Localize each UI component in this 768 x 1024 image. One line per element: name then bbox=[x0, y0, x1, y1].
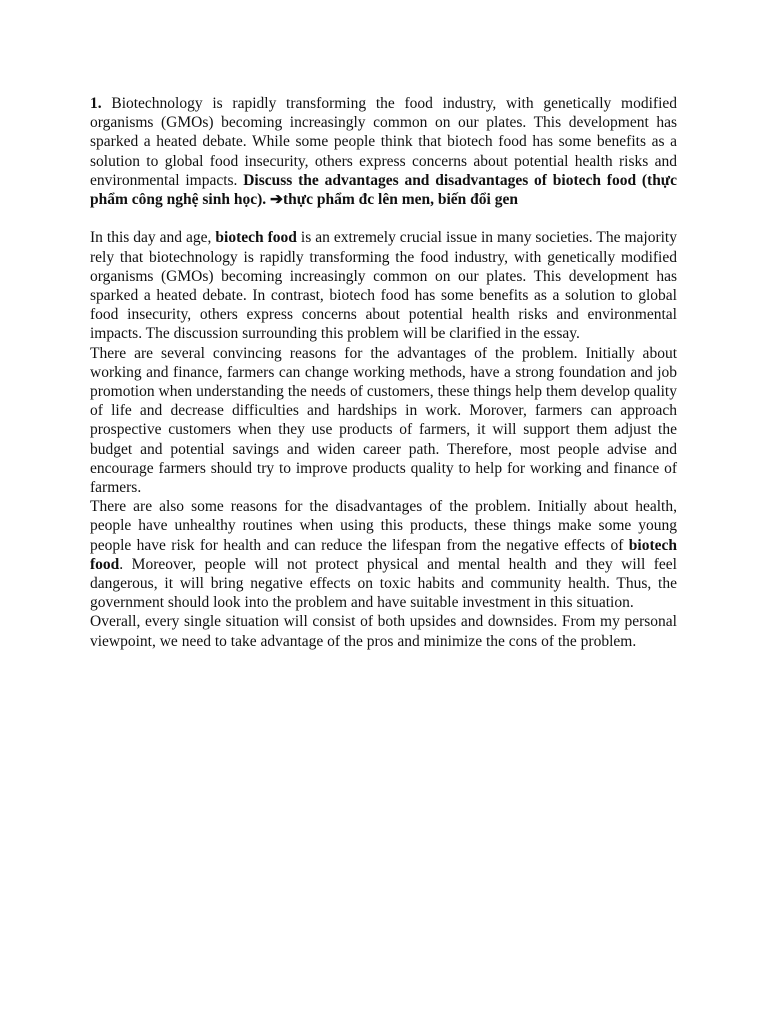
question-task: Discuss the advantages and disadvantages of biotech food (thực phẩm công nghệ sinh học). bbox=[90, 171, 677, 209]
disadvantages-keyword: biotech food bbox=[90, 536, 677, 573]
conclusion-paragraph: Overall, every single situation will consist of both upsides and downsides. From my personal viewpoint, we need to take advantage of the pros and minimize the cons of the problem. bbox=[90, 613, 677, 650]
disadvantages-paragraph bbox=[90, 497, 677, 612]
intro-keyword: biotech food bbox=[215, 229, 297, 247]
intro-text-end: is an extremely crucial issue in many societies. The majority rely that biotechnology is rapidly transforming the food industry, with genetically modified organisms (GMOs) becoming increasingly common on our plates. This development has sparked a heated debate. In contrast, biotech food has some benefits as a solution to global food insecurity, others express concerns about potential health risks and environmental impacts. The discussion surrounding this problem will be clarified in the essay. bbox=[90, 229, 677, 343]
arrow-icon: ➔ bbox=[270, 191, 284, 209]
intro-text-start: In this day and age, bbox=[90, 229, 216, 247]
disadvantages-text-end: . Moreover, people will not protect physical and mental health and they will feel dangerous, it will bring negative effects on toxic habits and community health. Thus, the government should look into the problem and have suitable investment in this situation. bbox=[90, 555, 677, 612]
question-number: 1. bbox=[90, 95, 102, 112]
document-page bbox=[90, 94, 677, 651]
paragraph-spacer bbox=[90, 209, 677, 228]
question-text: Biotechnology is rapidly transforming the food industry, with genetically modified organisms (GMOs) becoming increasingly common on our plates. This development has sparked a heated debate. While some people think that biotech food has some benefits as a solution to global food insecurity, others express concerns about potential health risks and environmental impacts. bbox=[90, 95, 677, 189]
question-note: thực phẩm đc lên men, biến đổi gen bbox=[283, 191, 518, 209]
disadvantages-text-start: There are also some reasons for the disadvantages of the problem. Initially about health, people have unhealthy routines when using this products, these things make some young people have risk for health and can reduce the lifespan from the negative effects of bbox=[90, 498, 677, 554]
question-paragraph bbox=[90, 94, 677, 209]
intro-paragraph bbox=[90, 228, 677, 343]
advantages-paragraph: There are several convincing reasons for the advantages of the problem. Initially about working and finance, farmers can change working methods, have a strong foundation and job promotion when understanding the needs of customers, these things help them develop quality of life and decrease difficulties and hardships in work. Morover, farmers can approach prospective customers when they use products of farmers, it will support them adjust the budget and potential savings and widen career path. Therefore, most people advise and encourage farmers should try to improve products quality to help for working and finance of farmers. bbox=[90, 344, 677, 497]
